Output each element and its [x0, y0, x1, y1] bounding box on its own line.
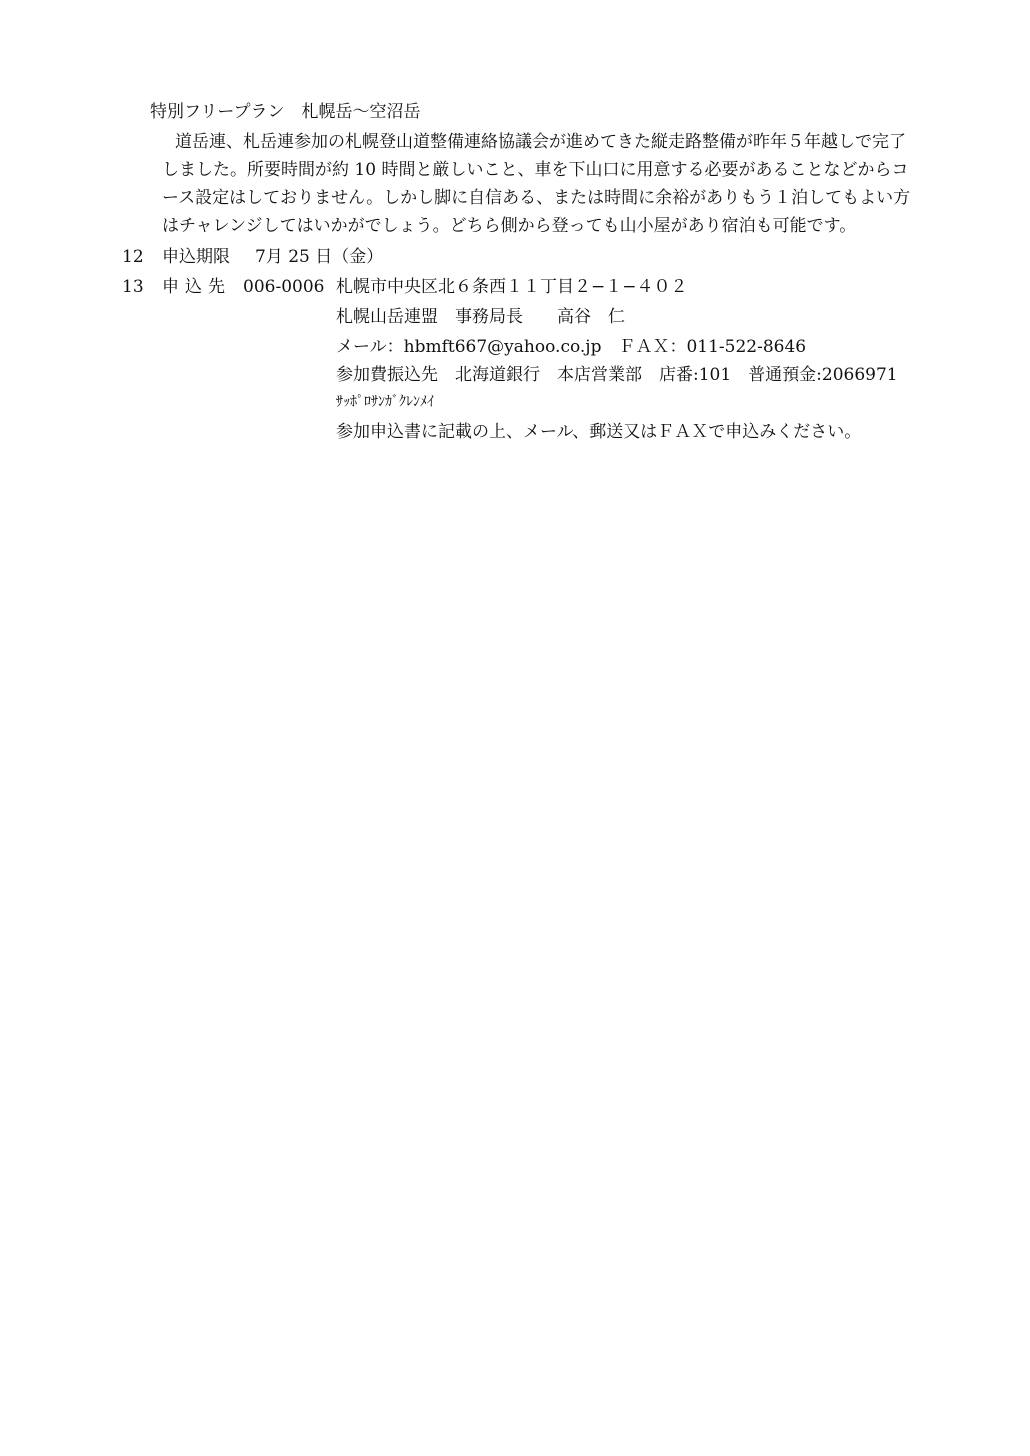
item-label: 申込先 — [162, 277, 231, 297]
special-plan-title: 特別フリープラン 札幌岳〜空沼岳 — [150, 102, 421, 122]
email-fax-line: メール：hbmft667@yahoo.co.jp ＦＡＸ：011-522-8646 — [336, 337, 807, 357]
organization-contact: 札幌山岳連盟 事務局長 高谷 仁 — [336, 307, 625, 327]
item-label: 申込期限 — [162, 247, 230, 267]
deadline-date: 7月 25 日（金） — [255, 247, 384, 267]
bank-account-line: 参加費振込先 北海道銀行 本店営業部 店番:101 普通預金:2066971 — [336, 365, 898, 385]
paragraph-line: はチャレンジしてはいかがでしょう。どちら側から登っても山小屋があり宿泊も可能です。 — [162, 216, 857, 236]
address: 札幌市中央区北６条西１１丁目２−１−４０２ — [336, 277, 688, 297]
paragraph-line: 道岳連、札岳連参加の札幌登山道整備連絡協議会が進めてきた縦走路整備が昨年５年越しで完了 — [175, 132, 906, 152]
item-number: 13 — [122, 277, 144, 297]
paragraph-line: しました。所要時間が約 10 時間と厳しいこと、車を下山口に用意する必要があることなどからコ — [162, 160, 909, 180]
account-holder-kana: ｻｯﾎﾟﾛｻﾝｶﾞｸﾚﾝﾒｲ — [336, 394, 434, 410]
application-instruction: 参加申込書に記載の上、メール、郵送又はＦＡＸで申込みください。 — [336, 422, 862, 442]
postal-code: 006-0006 — [243, 277, 325, 297]
item-number: 12 — [122, 247, 144, 267]
paragraph-line: ース設定はしておりません。しかし脚に自信ある、または時間に余裕がありもう１泊してもよい方 — [162, 188, 911, 208]
